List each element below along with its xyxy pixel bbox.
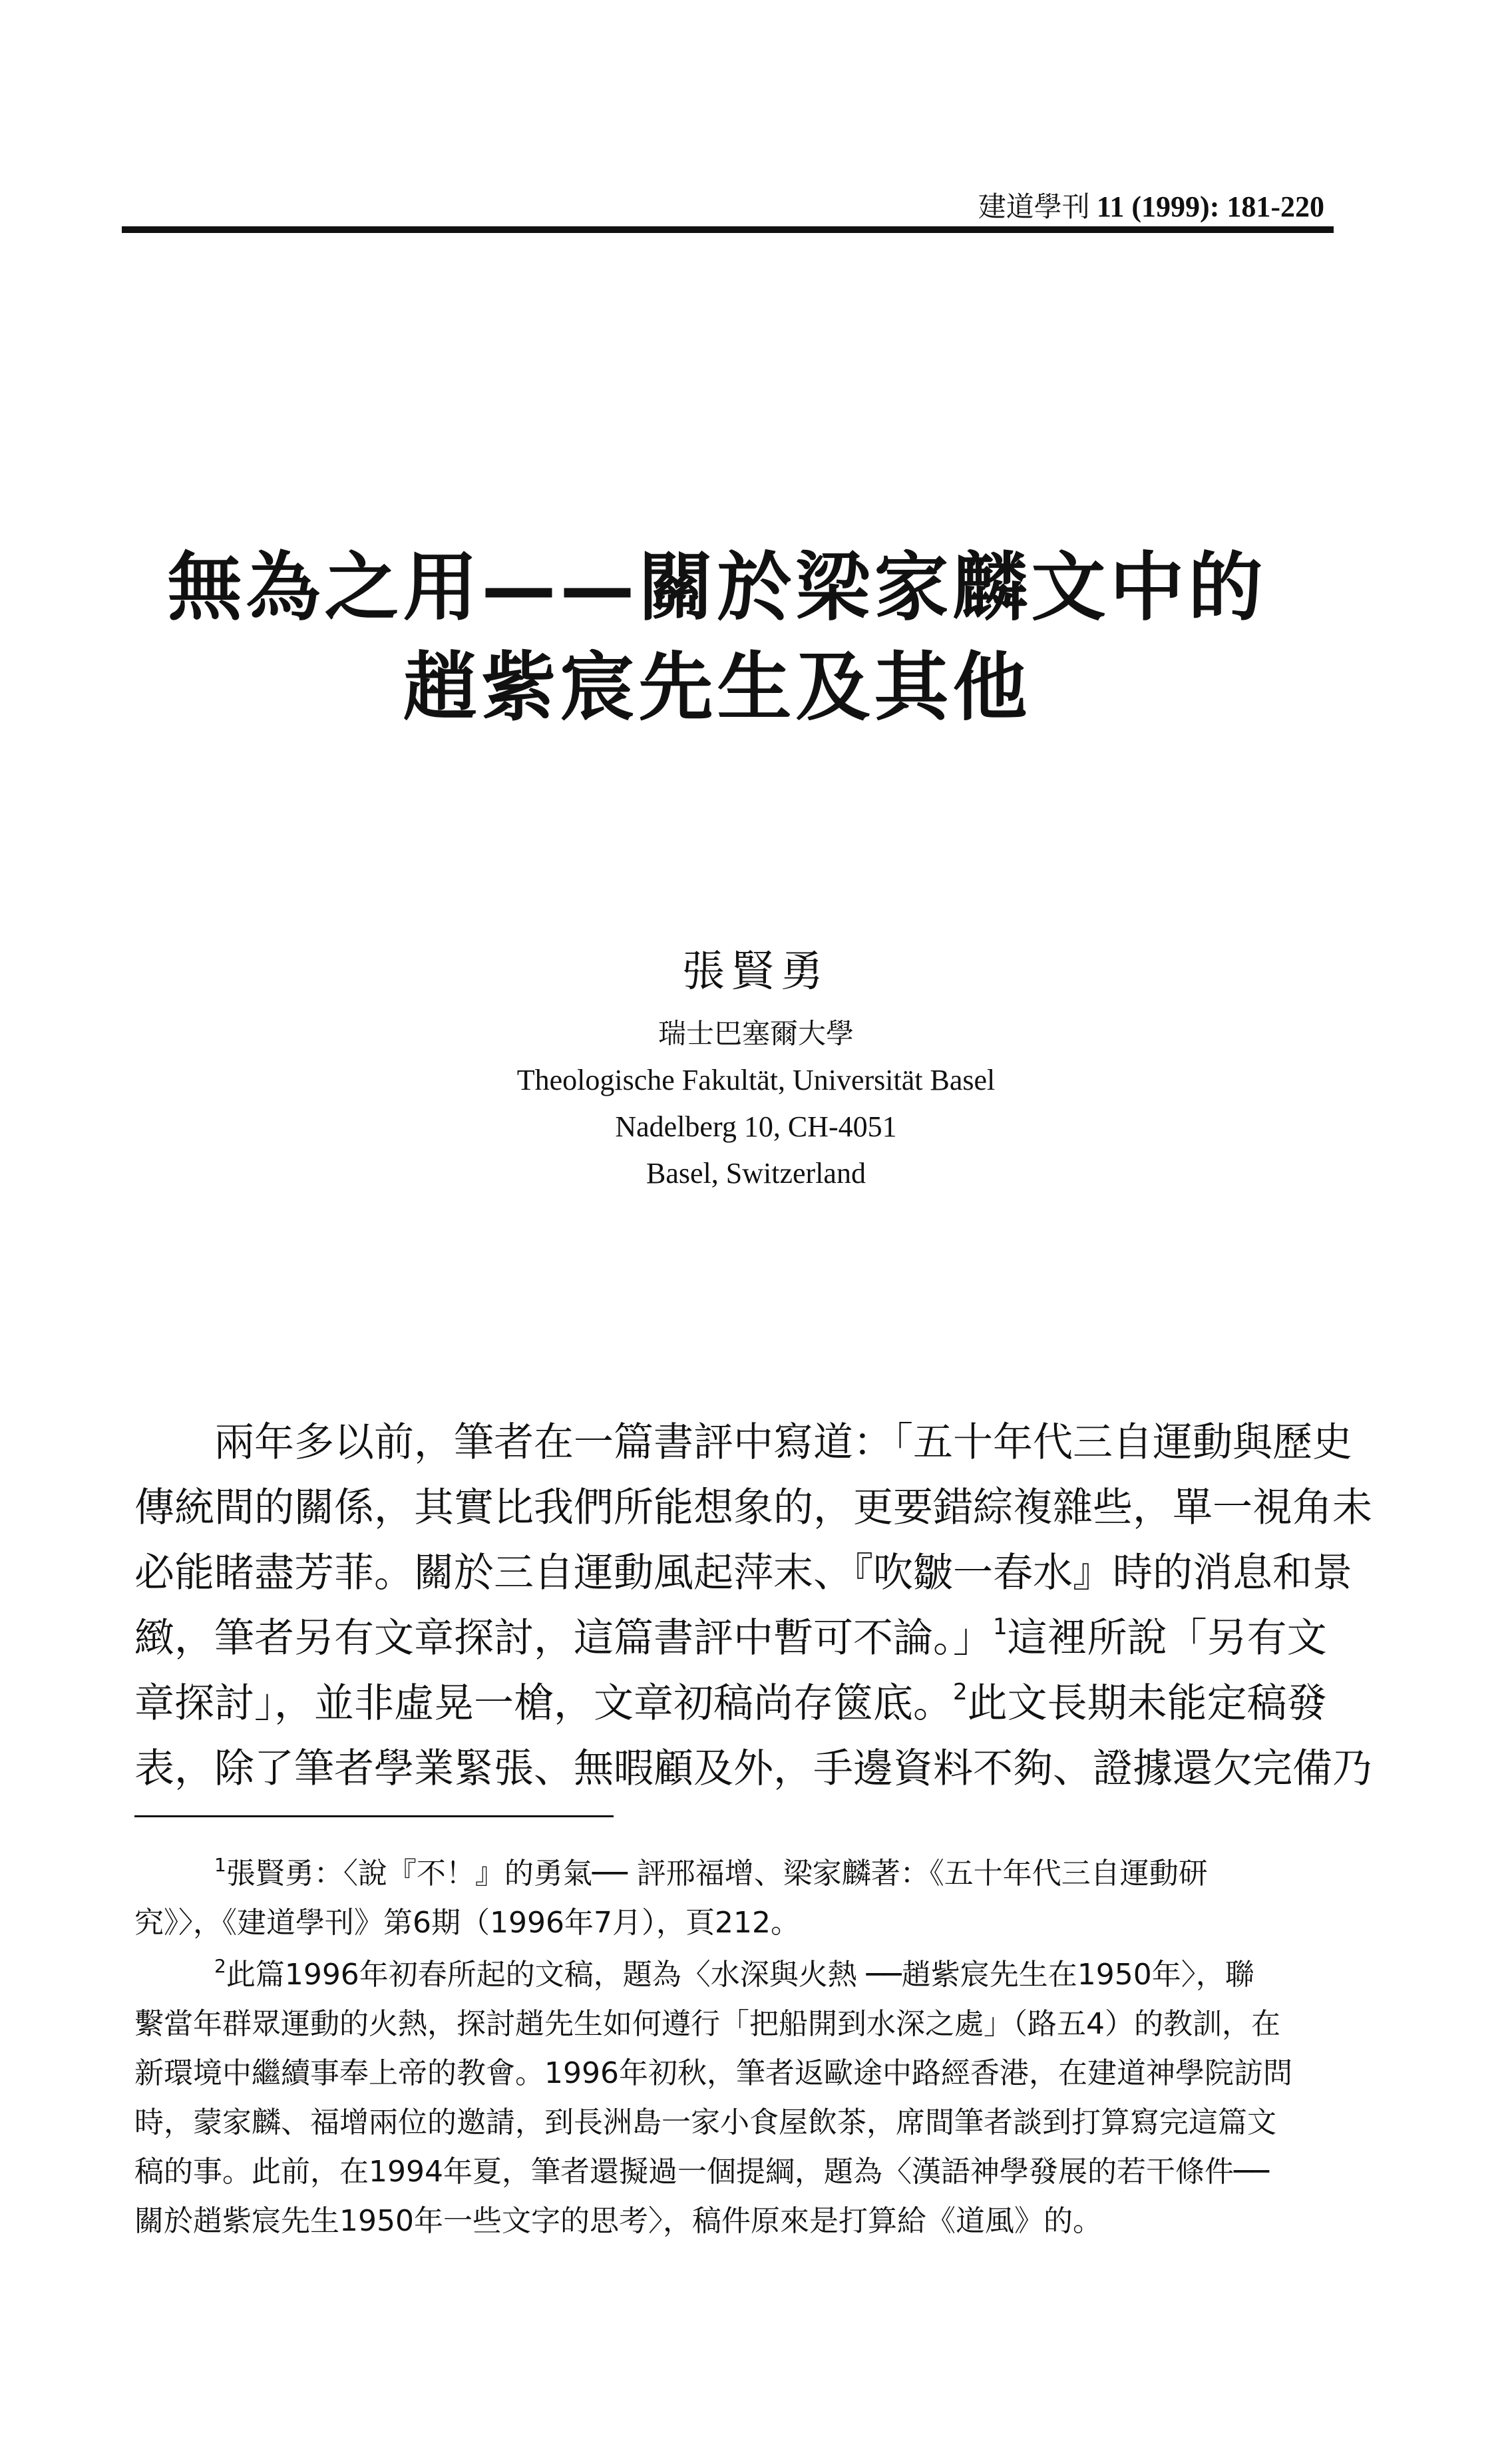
author-affiliation (0, 1010, 1512, 1197)
footnotes (134, 1849, 1339, 2249)
journal-citation: 11 (1999): 181-220 (1096, 190, 1324, 223)
footnote-line: 新環境中繼續事奉上帝的教會。1996年初秋，筆者返歐途中路經香港，在建道神學院訪問 (134, 2056, 1292, 2090)
title-line-2: 趙紫宸先生及其他 (403, 644, 1032, 731)
footnote-marker: 1 (214, 1854, 226, 1876)
footnote-line: 關於趙紫宸先生1950年一些文字的思考〉，稿件原來是打算給《道風》的。 (134, 2204, 1102, 2238)
article-title (100, 538, 1334, 738)
body-line (134, 1606, 1339, 1671)
body-line: 表，除了筆者學業緊張、無暇顧及外，手邊資料不夠、證據還欠完備乃 (134, 1745, 1372, 1792)
footnote-text: 此篇1996年初春所起的文稿，題為〈水深與火熱 ──趙紫宸先生在1950年〉，聯 (226, 1958, 1254, 1992)
body-segment: 這裡所說「另有文 (1007, 1615, 1327, 1662)
footnote-ref-1[interactable]: 1 (993, 1614, 1008, 1640)
footnote-line (134, 1950, 1339, 2000)
journal-name: 建道學刊 (978, 190, 1090, 223)
body-segment: 章探討」，並非虛晃一槍，文章初稿尚存篋底。 (134, 1680, 953, 1727)
author-name: 張賢勇 (682, 947, 830, 997)
footnote-line: 繫當年群眾運動的火熱，探討趙先生如何遵行「把船開到水深之處」（路五4）的教訓，在 (134, 2007, 1280, 2041)
footnote-rule (134, 1815, 614, 1817)
footnote-marker: 2 (214, 1955, 226, 1977)
footnote-line (134, 1849, 1339, 1898)
body-line (134, 1671, 1339, 1736)
header-rule (122, 226, 1334, 233)
affiliation-cn: 瑞士巴塞爾大學 (658, 1017, 854, 1050)
footnote-line: 稿的事。此前，在1994年夏，筆者還擬過一個提綱，題為〈漢語神學發展的若干條件── (134, 2155, 1269, 2189)
affiliation-line-3: Basel, Switzerland (646, 1157, 866, 1190)
title-line-1: 無為之用——關於梁家麟文中的 (167, 545, 1267, 631)
affiliation-line-1: Theologische Fakultät, Universität Basel (516, 1064, 996, 1096)
body-segment: 緻，筆者另有文章探討，這篇書評中暫可不論。」 (134, 1615, 993, 1662)
footnote-1 (134, 1849, 1339, 1948)
body-line: 必能睹盡芳菲。關於三自運動風起萍末、『吹皺一春水』時的消息和景 (134, 1550, 1352, 1596)
body-paragraph (134, 1410, 1372, 1801)
footnote-text: 張賢勇：〈說『不！』的勇氣── 評邢福增、梁家麟著：《五十年代三自運動研 (226, 1857, 1208, 1891)
footnote-2 (134, 1950, 1339, 2246)
footnote-ref-2[interactable]: 2 (953, 1679, 968, 1705)
footnote-line: 時，蒙家麟、福增兩位的邀請，到長洲島一家小食屋飲茶，席間筆者談到打算寫完這篇文 (134, 2106, 1276, 2139)
affiliation-line-2: Nadelberg 10, CH-4051 (615, 1110, 897, 1143)
body-line: 傳統間的關係，其實比我們所能想象的，更要錯綜複雜些，單一視角未 (134, 1484, 1372, 1531)
footnote-line: 究》〉，《建道學刊》第6期（1996年7月），頁212。 (134, 1906, 800, 1940)
body-segment: 此文長期未能定稿發 (967, 1680, 1327, 1727)
body-line: 兩年多以前，筆者在一篇書評中寫道：「五十年代三自運動與歷史 (214, 1419, 1352, 1466)
running-header (978, 185, 1324, 225)
